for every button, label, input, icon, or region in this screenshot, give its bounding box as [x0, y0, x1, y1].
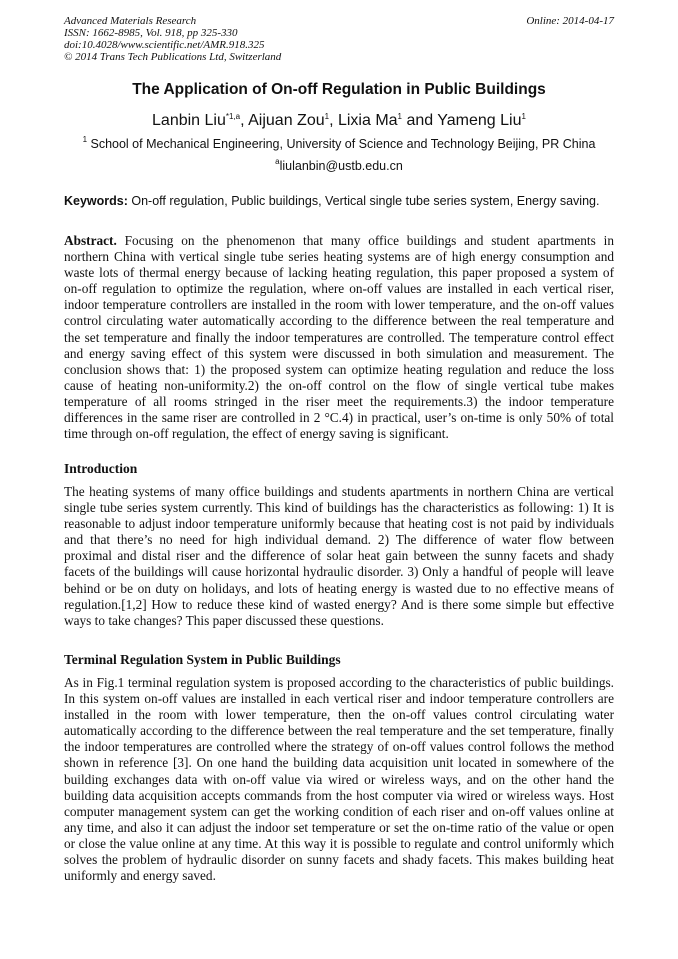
text-line: automatically according to the difference between the real temperature and the set temperature, finally [64, 723, 614, 739]
introduction-heading: Introduction [64, 461, 138, 476]
introduction-body [64, 484, 614, 629]
text-line: installed in the room with lower temperature, then the on-off values control circulating water [64, 707, 614, 723]
text-line: As in Fig.1 terminal regulation system is proposed according to the characteristics of public buildings. [64, 675, 614, 690]
text-line: conclusion shows that: 1) the proposed system can optimize heating regulation and reduce the loss [64, 361, 614, 377]
doi-link[interactable]: doi:10.4028/www.scientific.net/AMR.918.325 [64, 39, 265, 51]
text-line: time through on-off regulation, the effect of energy saving is significant. [64, 426, 449, 442]
author-sup: *1,a [225, 112, 241, 121]
text-line: temperature of all rooms stringed in the riser meet the requirements.3) the indoor temperature [64, 393, 614, 409]
text-line: and energy saving effect of this system were discussed in both simulation and measurement. The [64, 345, 614, 361]
keywords-text: On-off regulation, Public buildings, Vertical single tube series system, Energy saving. [127, 194, 600, 208]
issn: ISSN: 1662-8985, Vol. 918, pp 325-330 [64, 27, 238, 39]
text-line: building data acquisition accepts commands from the host computer via wired or wireless ways. Host [64, 787, 614, 803]
text-line: solves the problem of hydraulic disorder on sunny facets and shady facets. This makes building heat [64, 852, 614, 868]
abstract [64, 233, 614, 442]
copyright: © 2014 Trans Tech Publications Ltd, Switzerland [64, 51, 282, 63]
keywords-label: Keywords: [64, 194, 128, 208]
email-sup: a [275, 157, 280, 166]
text-line: uniformly and energy saved. [64, 868, 216, 884]
email-address[interactable]: liulanbin@ustb.edu.cn [279, 159, 403, 173]
text-line: and that there’s no need for high individual demand. 2) The difference of water flow between [64, 532, 614, 548]
text-line: reasonable to adjust indoor temperature uniformly because that heating cost is not paid by individuals [64, 516, 614, 532]
text-line: behind or be on duty on holidays, and lots of heating energy is wasted due to no effective means of [64, 580, 614, 596]
text-line: single tube series system currently. This kind of buildings has the characteristics as following: 1) It is [64, 500, 614, 516]
journal-name: Advanced Materials Research [64, 15, 197, 27]
text-line: cause of heating non-uniformity.2) the on-off control on the flow of single vertical tube makes [64, 377, 614, 393]
affiliation-sup: 1 [82, 135, 88, 144]
abstract-label: Abstract. [64, 233, 117, 248]
text-line: indoor temperature controllers are installed in the room with lower temperature, and the on-off values [64, 297, 614, 313]
text-line: computer management system can get the working condition of each riser and on-off values online at [64, 803, 614, 819]
text-line: waste lots of thermal energy because of lacking heating regulation, this paper proposed a system of [64, 265, 614, 281]
author-name: Yameng Liu [437, 112, 522, 129]
affiliation [0, 137, 678, 151]
text-line-content: Focusing on the phenomenon that many office buildings and student apartments in [116, 233, 614, 248]
author-sup: 1 [324, 112, 330, 121]
text-line: on-off regulation to optimize the regulation, where on-off values are installed in each vertical riser, [64, 281, 614, 297]
online-date: Online: 2014-04-17 [526, 15, 614, 27]
email [0, 159, 678, 173]
affiliation-text: School of Mechanical Engineering, University of Science and Technology Beijing, PR China [87, 137, 596, 151]
author-list [0, 112, 678, 130]
terminal-body [64, 675, 614, 884]
journal-header [64, 15, 281, 63]
author-sup: 1 [397, 112, 402, 121]
text-line: or close the value online at any time. At this way it is possible to regulate and control uniformly which [64, 835, 614, 851]
author-name: Aijuan Zou [248, 112, 325, 129]
author-separator: , [240, 112, 249, 129]
author-sup: 1 [521, 112, 526, 121]
author-name: Lixia Ma [337, 112, 398, 129]
text-line: regulation.[1,2] How to reduce these kind of wasted energy? And is there some simple but effective [64, 596, 614, 612]
text-line: northern China with vertical single tube series heating systems are of high energy consumption and [64, 249, 614, 265]
paper-title: The Application of On-off Regulation in Public Buildings [132, 81, 546, 98]
text-line [64, 233, 614, 249]
author-separator: , [329, 112, 338, 129]
author-name: Lanbin Liu [152, 112, 226, 129]
terminal-heading: Terminal Regulation System in Public Buildings [64, 652, 341, 667]
text-line: facets of the buildings will cause horizontal hydraulic disorder. 3) Only a handful of people will leave [64, 564, 614, 580]
author-separator: and [402, 112, 438, 129]
text-line: In this system on-off values are installed in each vertical riser and indoor temperature controllers are [64, 691, 614, 707]
text-line: any time, and also it can adjust the indoor set temperature or set the on-time ratio of the value or open [64, 819, 614, 835]
keywords [64, 194, 599, 208]
text-line: the set temperature and finally the indoor temperatures are controlled. The temperature control effect [64, 329, 614, 345]
text-line: differences in the same riser are controlled in 2 °C.4) in practical, user’s on-time is only 50% of total [64, 410, 614, 426]
text-line: control circulating water automatically according to the difference between the real temperature and [64, 313, 614, 329]
text-line: the indoor temperatures are controlled where the strategy of on-off values control follows the method [64, 739, 614, 755]
text-line: The heating systems of many office buildings and students apartments in northern China are vertical [64, 484, 614, 499]
text-line: shown in reference [3]. On one hand the building data acquisition unit located in somewhere of the [64, 755, 614, 771]
text-line: building exchanges data with on-off value via wired or wireless ways, and on the other hand the [64, 771, 614, 787]
text-line: proximal and distal riser and the difference of solar heat gain between the sunny facets and shady [64, 548, 614, 564]
text-line: ways to take changes? This paper discussed these questions. [64, 612, 384, 628]
